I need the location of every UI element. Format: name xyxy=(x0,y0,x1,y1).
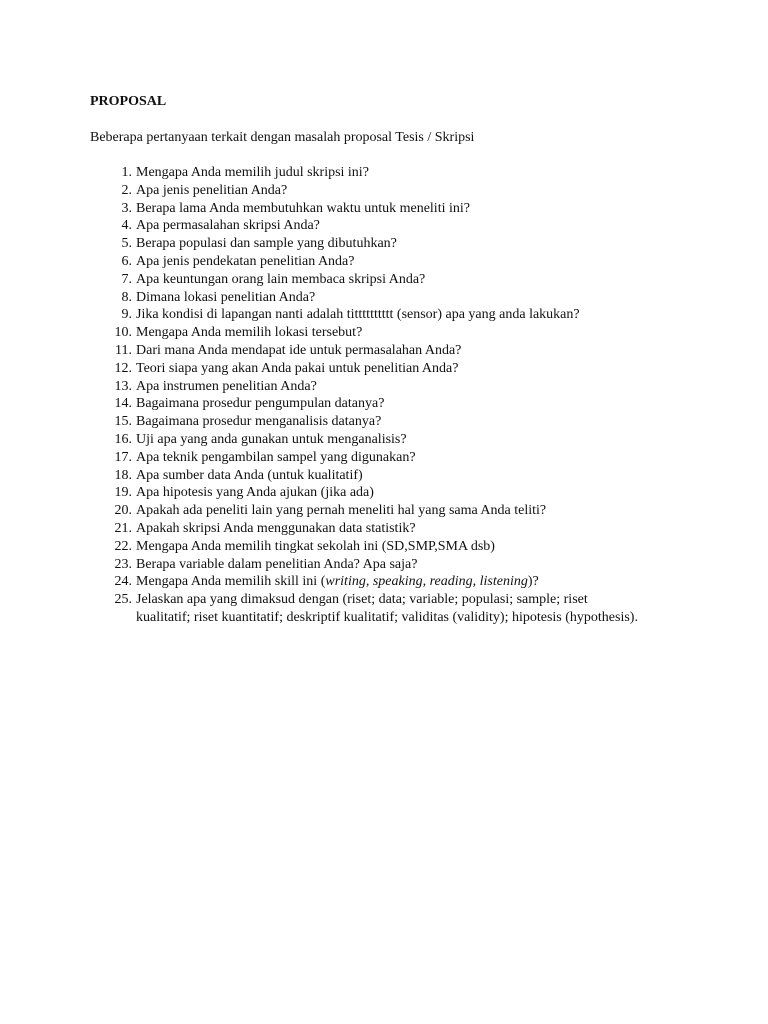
question-item-25 xyxy=(90,591,730,627)
question-number: 18. xyxy=(114,467,132,483)
question-item-1 xyxy=(90,164,730,182)
question-number: 11. xyxy=(115,342,132,358)
question-number: 17. xyxy=(114,449,132,465)
question-item-18 xyxy=(90,467,730,485)
question-text: Mengapa Anda memilih tingkat sekolah ini (SD,SMP,SMA dsb) xyxy=(136,538,495,554)
question-item-20 xyxy=(90,502,730,520)
question-item-16 xyxy=(90,431,730,449)
question-text: Apakah ada peneliti lain yang pernah meneliti hal yang sama Anda teliti? xyxy=(136,503,547,519)
question-item-7 xyxy=(90,271,730,289)
question-item-3 xyxy=(90,200,730,218)
question-number: 6. xyxy=(121,253,132,269)
question-text-before: Mengapa Anda memilih skill ini ( xyxy=(136,574,326,590)
question-number: 24. xyxy=(114,574,132,590)
question-item-19 xyxy=(90,484,730,502)
question-number: 8. xyxy=(121,289,132,305)
question-item-24 xyxy=(90,573,730,591)
question-number: 2. xyxy=(121,182,132,198)
question-item-4 xyxy=(90,217,730,235)
question-item-11 xyxy=(90,342,730,360)
document-intro: Beberapa pertanyaan terkait dengan masalah proposal Tesis / Skripsi xyxy=(90,130,475,145)
question-item-14 xyxy=(90,395,730,413)
question-text: Apa permasalahan skripsi Anda? xyxy=(136,218,320,234)
question-item-9 xyxy=(90,306,730,324)
question-text: Mengapa Anda memilih judul skripsi ini? xyxy=(136,165,369,180)
question-text: Jika kondisi di lapangan nanti adalah titttttttttt (sensor) apa yang anda lakukan? xyxy=(136,307,580,323)
question-text: Mengapa Anda memilih lokasi tersebut? xyxy=(136,325,363,341)
question-text: Apa jenis pendekatan penelitian Anda? xyxy=(136,253,355,269)
question-number: 20. xyxy=(114,503,132,519)
question-item-23 xyxy=(90,556,730,574)
question-item-2 xyxy=(90,182,730,200)
question-number: 3. xyxy=(121,200,132,216)
question-text: Apa hipotesis yang Anda ajukan (jika ada) xyxy=(136,485,374,501)
question-text: Dari mana Anda mendapat ide untuk permasalahan Anda? xyxy=(136,342,462,358)
question-text: Bagaimana prosedur menganalisis datanya? xyxy=(136,414,382,430)
question-item-6 xyxy=(90,253,730,271)
question-number: 12. xyxy=(114,360,132,376)
question-text-line-1: Jelaskan apa yang dimaksud dengan (riset; data; variable; populasi; sample; riset xyxy=(136,592,588,608)
question-item-13 xyxy=(90,378,730,396)
question-number: 23. xyxy=(114,556,132,572)
question-item-8 xyxy=(90,289,730,307)
question-item-12 xyxy=(90,360,730,378)
question-item-15 xyxy=(90,413,730,431)
question-item-17 xyxy=(90,449,730,467)
question-text: Apa teknik pengambilan sampel yang digunakan? xyxy=(136,449,416,465)
question-text: Berapa populasi dan sample yang dibutuhkan? xyxy=(136,236,397,252)
question-number: 4. xyxy=(121,218,132,234)
question-text: Apakah skripsi Anda menggunakan data statistik? xyxy=(136,520,416,536)
question-number: 22. xyxy=(114,538,132,554)
question-item-10 xyxy=(90,324,730,342)
question-text: Apa instrumen penelitian Anda? xyxy=(136,378,317,394)
question-number: 16. xyxy=(114,431,132,447)
question-number: 14. xyxy=(114,396,132,412)
question-text: Apa sumber data Anda (untuk kualitatif) xyxy=(136,467,363,483)
question-number: 5. xyxy=(121,236,132,252)
question-text xyxy=(136,573,730,591)
question-number: 21. xyxy=(114,520,132,536)
question-number: 7. xyxy=(121,271,132,287)
question-text: Teori siapa yang akan Anda pakai untuk penelitian Anda? xyxy=(136,360,459,376)
question-text: Bagaimana prosedur pengumpulan datanya? xyxy=(136,396,385,412)
question-number: 15. xyxy=(114,414,132,430)
question-number: 25. xyxy=(114,592,132,608)
document-title: PROPOSAL xyxy=(90,94,167,109)
question-number: 13. xyxy=(114,378,132,394)
question-number: 9. xyxy=(121,307,132,323)
question-item-21 xyxy=(90,520,730,538)
question-item-5 xyxy=(90,235,730,253)
question-text: Apa jenis penelitian Anda? xyxy=(136,182,288,198)
question-text: Uji apa yang anda gunakan untuk menganalisis? xyxy=(136,431,407,447)
question-text: Apa keuntungan orang lain membaca skripsi Anda? xyxy=(136,271,426,287)
question-text: Dimana lokasi penelitian Anda? xyxy=(136,289,316,305)
question-text-italic: writing, speaking, reading, listening xyxy=(325,574,528,590)
question-item-22 xyxy=(90,538,730,556)
question-text-after: )? xyxy=(527,574,539,590)
question-list xyxy=(90,164,730,627)
question-text: Berapa lama Anda membutuhkan waktu untuk meneliti ini? xyxy=(136,200,470,216)
question-number: 19. xyxy=(114,485,132,501)
question-text: Berapa variable dalam penelitian Anda? Apa saja? xyxy=(136,556,418,572)
question-number: 1. xyxy=(121,165,132,180)
question-text-line-2: kualitatif; riset kuantitatif; deskriptif kualitatif; validitas (validity); hipotesis (hypothesis). xyxy=(136,609,638,625)
question-number: 10. xyxy=(114,325,132,341)
